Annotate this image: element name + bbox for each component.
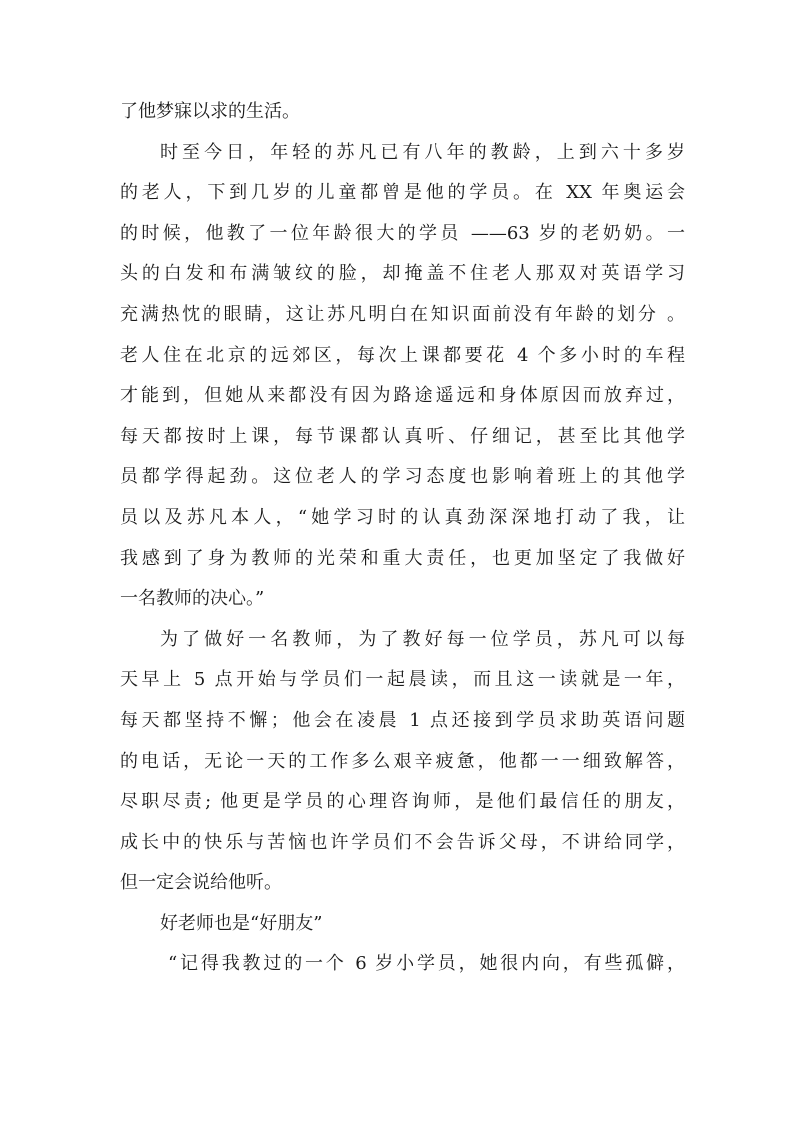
text-line: 成长中的快乐与苦恼也许学员们不会告诉父母，不讲给同学， (120, 831, 685, 853)
document-body (120, 92, 685, 985)
section-heading: 好老师也是“好朋友” (160, 912, 323, 934)
text-line: 的时候，他教了一位年龄很大的学员 ——63 岁的老奶奶。一 (120, 222, 685, 244)
text-line: 老人住在北京的远郊区，每次上课都要花 4 个多小时的车程 (120, 344, 685, 366)
paragraph-start-line: 为了做好一名教师，为了教好每一位学员，苏凡可以每 (160, 628, 685, 650)
text-line: 一名教师的决心。” (120, 588, 265, 610)
text-line: 每天都按时上课，每节课都认真听、仔细记，甚至比其他学 (120, 425, 685, 447)
text-line: 天早上 5 点开始与学员们一起晨读，而且这一读就是一年， (120, 669, 685, 691)
text-line: 员都学得起劲。这位老人的学习态度也影响着班上的其他学 (120, 466, 685, 488)
text-line: 但一定会说给他听。 (120, 872, 282, 894)
paragraph-start-line: “记得我教过的一个 6 岁小学员，她很内向，有些孤僻， (168, 953, 685, 975)
text-line: 了他梦寐以求的生活。 (120, 101, 300, 122)
text-line: 才能到，但她从来都没有因为路途遥远和身体原因而放弃过， (120, 385, 685, 407)
paragraph-start-line: 时至今日，年轻的苏凡已有八年的教龄，上到六十多岁 (160, 141, 685, 163)
text-line: 每天都坚持不懈；他会在凌晨 1 点还接到学员求助英语问题 (120, 709, 685, 731)
text-line: 头的白发和布满皱纹的脸，却掩盖不住老人那双对英语学习 (120, 263, 685, 285)
text-line: 充满热忱的眼睛，这让苏凡明白在知识面前没有年龄的划分 。 (120, 303, 685, 325)
text-line: 的电话，无论一天的工作多么艰辛疲惫，他都一一细致解答， (120, 750, 685, 772)
text-line: 员以及苏凡本人，“她学习时的认真劲深深地打动了我，让 (120, 506, 685, 528)
text-line: 的老人，下到几岁的儿童都曾是他的学员。在 XX 年奥运会 (120, 182, 685, 204)
text-line: 我感到了身为教师的光荣和重大责任，也更加坚定了我做好 (120, 547, 685, 569)
text-line: 尽职尽责; 他更是学员的心理咨询师，是他们最信任的朋友， (120, 791, 685, 813)
